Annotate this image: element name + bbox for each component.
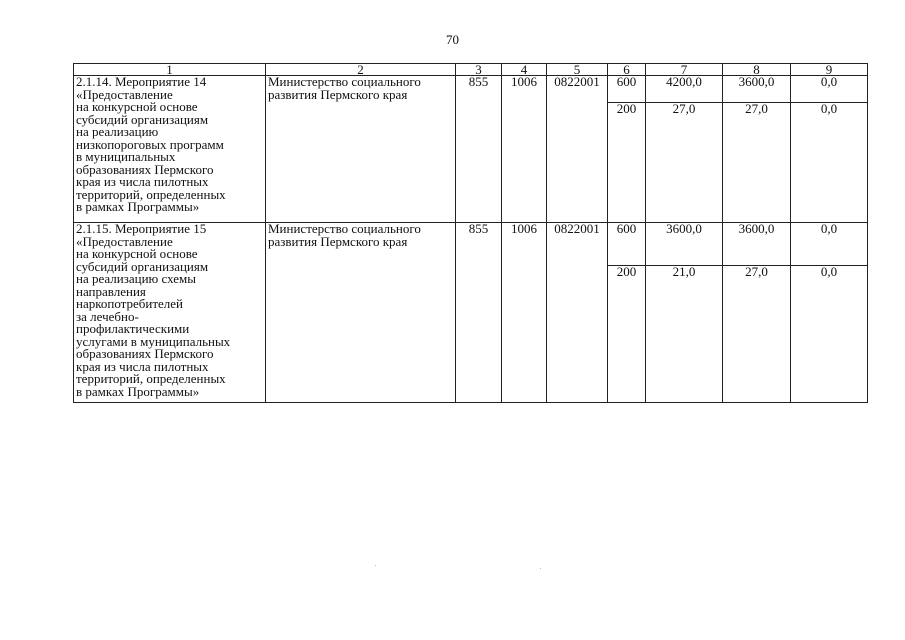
- column-header: 5: [547, 64, 608, 76]
- code-cell: 855: [456, 223, 502, 403]
- amount-cell: 27,0: [646, 103, 723, 223]
- department-cell: Министерство социального развития Пермского края: [266, 76, 456, 223]
- amount-cell: 21,0: [646, 266, 723, 403]
- measure-name-cell: 2.1.15. Мероприятие 15 «Предоставление на конкурсной основе субсидий организациям на реализацию схемы направления наркопотребителей за лечебно- профилактическими услугами в муниципальных образованиях Пермского края из числа пилотных территорий, определенных в рамках Программы»: [74, 223, 266, 403]
- amount-cell: 0,0: [791, 266, 868, 403]
- amount-cell: 0,0: [791, 76, 868, 103]
- measure-name-cell: 2.1.14. Мероприятие 14 «Предоставление на конкурсной основе субсидий организациям на реализацию низкопороговых программ в муниципальных образованиях Пермского края из числа пилотных территорий, определенных в рамках Программы»: [74, 76, 266, 223]
- section-cell: 1006: [502, 76, 547, 223]
- amount-cell: 3600,0: [646, 223, 723, 266]
- column-header: 8: [723, 64, 791, 76]
- scan-speck: [540, 568, 541, 569]
- column-header: 4: [502, 64, 547, 76]
- scan-speck: [375, 565, 376, 566]
- column-header: 1: [74, 64, 266, 76]
- target-article-cell: 0822001: [547, 76, 608, 223]
- amount-cell: 3600,0: [723, 223, 791, 266]
- expense-type-cell: 600: [608, 223, 646, 266]
- department-cell: Министерство социального развития Пермского края: [266, 223, 456, 403]
- column-header: 7: [646, 64, 723, 76]
- expense-type-cell: 200: [608, 266, 646, 403]
- column-header: 9: [791, 64, 868, 76]
- column-header: 3: [456, 64, 502, 76]
- target-article-cell: 0822001: [547, 223, 608, 403]
- amount-cell: 27,0: [723, 103, 791, 223]
- table-row: [74, 223, 868, 266]
- code-cell: 855: [456, 76, 502, 223]
- amount-cell: 0,0: [791, 223, 868, 266]
- budget-table: [73, 63, 868, 403]
- amount-cell: 0,0: [791, 103, 868, 223]
- section-cell: 1006: [502, 223, 547, 403]
- expense-type-cell: 600: [608, 76, 646, 103]
- column-header: 6: [608, 64, 646, 76]
- table-row: [74, 76, 868, 103]
- amount-cell: 27,0: [723, 266, 791, 403]
- column-header: 2: [266, 64, 456, 76]
- amount-cell: 3600,0: [723, 76, 791, 103]
- expense-type-cell: 200: [608, 103, 646, 223]
- amount-cell: 4200,0: [646, 76, 723, 103]
- page-number: 70: [446, 32, 459, 47]
